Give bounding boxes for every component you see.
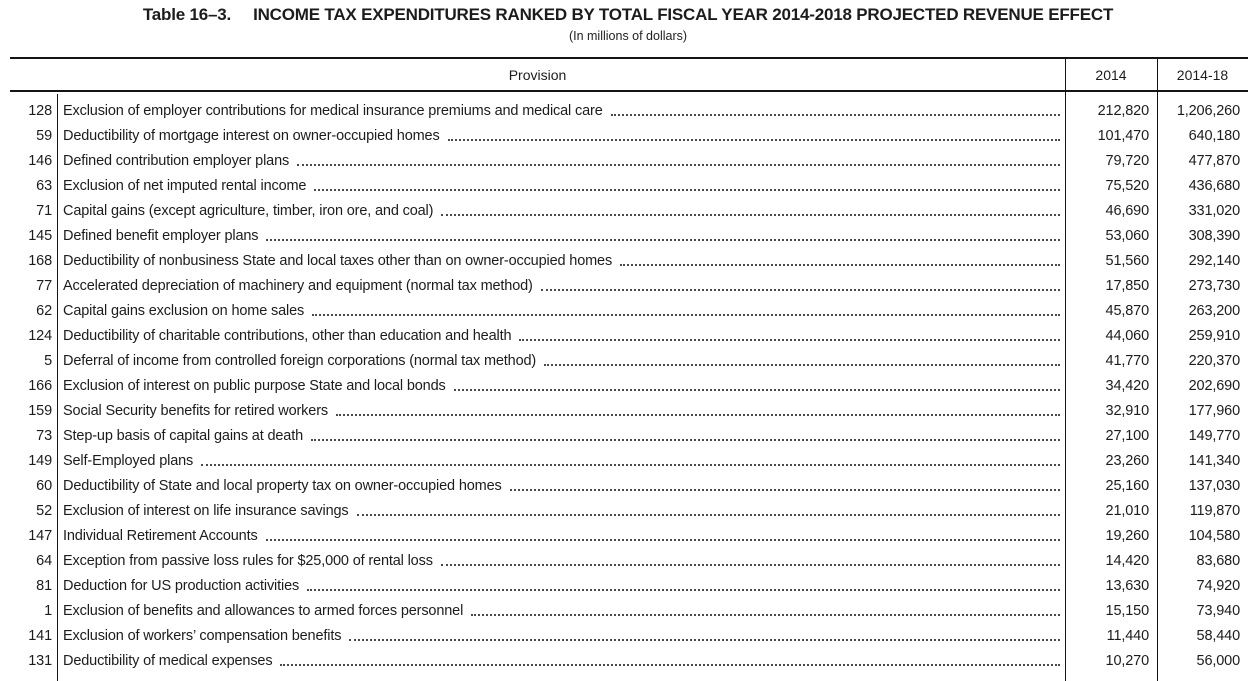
value-2014-18: 273,730 <box>1188 277 1240 294</box>
provision-text: Defined contribution employer plans <box>63 152 290 169</box>
provision-cell <box>57 528 1065 544</box>
dotted-leader <box>280 664 1060 666</box>
column-header-2014-18: 2014-18 <box>1176 66 1229 83</box>
value-2014: 32,910 <box>1105 402 1149 419</box>
value-2014-18: 436,680 <box>1188 177 1240 194</box>
provision-text: Exclusion of employer contributions for medical insurance premiums and medical care <box>63 102 603 119</box>
provision-cell <box>57 628 1065 644</box>
table-row <box>10 298 1248 323</box>
row-number: 64 <box>36 552 52 569</box>
table-row <box>10 548 1248 573</box>
provision-text: Exception from passive loss rules for $25,000 of rental loss <box>63 552 433 569</box>
value-2014: 212,820 <box>1097 102 1149 119</box>
provision-cell <box>57 178 1065 194</box>
value-2014: 17,850 <box>1105 277 1149 294</box>
value-2014-18: 1,206,260 <box>1176 102 1240 119</box>
table-header-row <box>10 59 1248 92</box>
dotted-leader <box>336 414 1060 416</box>
provision-text: Deductibility of mortgage interest on owner-occupied homes <box>63 127 440 144</box>
row-number: 63 <box>36 177 52 194</box>
row-number: 166 <box>28 377 52 394</box>
provision-cell <box>57 328 1065 344</box>
provision-cell <box>57 403 1065 419</box>
value-2014-18: 73,940 <box>1196 602 1240 619</box>
value-2014: 45,870 <box>1105 302 1149 319</box>
value-2014-18: 104,580 <box>1188 527 1240 544</box>
provision-text: Deduction for US production activities <box>63 577 300 594</box>
value-2014: 19,260 <box>1105 527 1149 544</box>
dotted-leader <box>314 189 1060 191</box>
dotted-leader <box>541 289 1060 291</box>
provision-cell <box>57 603 1065 619</box>
table-row <box>10 473 1248 498</box>
table-row <box>10 373 1248 398</box>
value-2014-18: 308,390 <box>1188 227 1240 244</box>
row-number: 71 <box>36 202 52 219</box>
provision-cell <box>57 478 1065 494</box>
value-2014: 41,770 <box>1105 352 1149 369</box>
value-2014-18: 119,870 <box>1189 502 1240 519</box>
dotted-leader <box>519 339 1060 341</box>
dotted-leader <box>312 314 1060 316</box>
dotted-leader <box>349 639 1060 641</box>
column-header-2014: 2014 <box>1095 66 1127 83</box>
dotted-leader <box>357 514 1060 516</box>
dotted-leader <box>266 239 1060 241</box>
value-2014-18: 477,870 <box>1188 152 1240 169</box>
provision-text: Self-Employed plans <box>63 452 194 469</box>
provision-cell <box>57 303 1065 319</box>
row-number: 81 <box>36 577 52 594</box>
provision-text: Accelerated depreciation of machinery and equipment (normal tax method) <box>63 277 533 294</box>
table-row <box>10 448 1248 473</box>
provision-text: Capital gains (except agriculture, timber, iron ore, and coal) <box>63 202 434 219</box>
table-row <box>10 523 1248 548</box>
page-title <box>0 5 1256 25</box>
dotted-leader <box>471 614 1060 616</box>
table-row <box>10 198 1248 223</box>
title-block <box>0 0 1256 43</box>
provision-cell <box>57 428 1065 444</box>
column-header-provision: Provision <box>508 66 567 83</box>
provision-cell <box>57 553 1065 569</box>
row-number: 145 <box>28 227 52 244</box>
table-row <box>10 623 1248 648</box>
table-row <box>10 148 1248 173</box>
dotted-leader <box>454 389 1060 391</box>
provision-cell <box>57 278 1065 294</box>
value-2014-18: 220,370 <box>1188 352 1240 369</box>
value-2014-18: 640,180 <box>1188 127 1240 144</box>
value-2014-18: 83,680 <box>1196 552 1240 569</box>
row-number: 149 <box>28 452 52 469</box>
provision-text: Deductibility of medical expenses <box>63 652 273 669</box>
value-2014-18: 331,020 <box>1188 202 1240 219</box>
row-number: 73 <box>36 427 52 444</box>
row-number: 168 <box>28 252 52 269</box>
value-2014-18: 263,200 <box>1188 302 1240 319</box>
provision-text: Social Security benefits for retired workers <box>63 402 328 419</box>
value-2014-18: 259,910 <box>1188 327 1240 344</box>
value-2014-18: 292,140 <box>1188 252 1240 269</box>
table-row <box>10 173 1248 198</box>
provision-cell <box>57 253 1065 269</box>
value-2014-18: 141,340 <box>1188 452 1240 469</box>
dotted-leader <box>441 214 1060 216</box>
row-number: 60 <box>36 477 52 494</box>
table-row <box>10 648 1248 673</box>
dotted-leader <box>307 589 1060 591</box>
value-2014: 21,010 <box>1105 502 1149 519</box>
table-row <box>10 223 1248 248</box>
provision-cell <box>57 653 1065 669</box>
value-2014-18: 202,690 <box>1188 377 1240 394</box>
provision-cell <box>57 578 1065 594</box>
provision-text: Exclusion of interest on public purpose State and local bonds <box>63 377 446 394</box>
value-2014: 46,690 <box>1105 202 1149 219</box>
row-number: 128 <box>28 102 52 119</box>
provision-text: Deductibility of State and local property tax on owner-occupied homes <box>63 477 502 494</box>
column-divider-2014-18 <box>1157 59 1158 681</box>
provision-text: Capital gains exclusion on home sales <box>63 302 305 319</box>
value-2014: 75,520 <box>1105 177 1149 194</box>
table-body <box>10 92 1248 673</box>
dotted-leader <box>510 489 1060 491</box>
value-2014: 34,420 <box>1105 377 1149 394</box>
value-2014: 51,560 <box>1105 252 1149 269</box>
income-tax-expenditures-table <box>10 57 1248 681</box>
table-row <box>10 248 1248 273</box>
dotted-leader <box>441 564 1060 566</box>
value-2014: 101,470 <box>1097 127 1149 144</box>
table-row <box>10 323 1248 348</box>
provision-cell <box>57 203 1065 219</box>
provision-text: Exclusion of benefits and allowances to armed forces personnel <box>63 602 464 619</box>
dotted-leader <box>266 539 1060 541</box>
column-divider-2014 <box>1065 59 1066 681</box>
row-number: 141 <box>28 627 52 644</box>
value-2014-18: 56,000 <box>1196 652 1240 669</box>
provision-text: Exclusion of net imputed rental income <box>63 177 307 194</box>
column-divider-row-number <box>57 94 58 681</box>
value-2014: 11,440 <box>1106 627 1149 644</box>
table-row <box>10 423 1248 448</box>
value-2014: 79,720 <box>1105 152 1149 169</box>
table-row <box>10 98 1248 123</box>
table-row <box>10 348 1248 373</box>
provision-cell <box>57 503 1065 519</box>
row-number: 1 <box>44 602 52 619</box>
dotted-leader <box>620 264 1060 266</box>
value-2014-18: 137,030 <box>1188 477 1240 494</box>
row-number: 124 <box>28 327 52 344</box>
table-row <box>10 573 1248 598</box>
value-2014: 27,100 <box>1105 427 1149 444</box>
row-number: 62 <box>36 302 52 319</box>
value-2014: 13,630 <box>1105 577 1149 594</box>
table-row <box>10 273 1248 298</box>
table-row <box>10 498 1248 523</box>
dotted-leader <box>544 364 1060 366</box>
provision-text: Deductibility of nonbusiness State and local taxes other than on owner-occupied homes <box>63 252 613 269</box>
provision-text: Step-up basis of capital gains at death <box>63 427 304 444</box>
provision-text: Deferral of income from controlled foreign corporations (normal tax method) <box>63 352 537 369</box>
row-number: 159 <box>28 402 52 419</box>
table-subtitle: (In millions of dollars) <box>568 29 688 43</box>
value-2014: 14,420 <box>1105 552 1149 569</box>
provision-text: Exclusion of workers’ compensation benefits <box>63 627 342 644</box>
provision-cell <box>57 228 1065 244</box>
value-2014-18: 74,920 <box>1196 577 1240 594</box>
row-number: 59 <box>36 127 52 144</box>
value-2014-18: 58,440 <box>1196 627 1240 644</box>
table-title-text: INCOME TAX EXPENDITURES RANKED BY TOTAL FISCAL YEAR 2014-2018 PROJECTED REVENUE EFFECT <box>253 5 1114 24</box>
value-2014: 25,160 <box>1105 477 1149 494</box>
provision-text: Individual Retirement Accounts <box>63 527 258 544</box>
row-number: 52 <box>36 502 52 519</box>
row-number: 147 <box>28 527 52 544</box>
table-row <box>10 598 1248 623</box>
provision-cell <box>57 453 1065 469</box>
table-row <box>10 398 1248 423</box>
provision-text: Defined benefit employer plans <box>63 227 259 244</box>
dotted-leader <box>311 439 1060 441</box>
table-number-label: Table 16–3. <box>142 5 232 24</box>
dotted-leader <box>448 139 1060 141</box>
row-number: 131 <box>28 652 52 669</box>
row-number: 146 <box>28 152 52 169</box>
provision-text: Exclusion of interest on life insurance savings <box>63 502 349 519</box>
value-2014: 15,150 <box>1105 602 1149 619</box>
provision-cell <box>57 378 1065 394</box>
dotted-leader <box>611 114 1060 116</box>
row-number: 5 <box>44 352 52 369</box>
row-number: 77 <box>36 277 52 294</box>
provision-cell <box>57 153 1065 169</box>
dotted-leader <box>297 164 1060 166</box>
provision-cell <box>57 128 1065 144</box>
value-2014: 23,260 <box>1105 452 1149 469</box>
value-2014: 10,270 <box>1105 652 1149 669</box>
value-2014: 53,060 <box>1105 227 1149 244</box>
value-2014-18: 149,770 <box>1188 427 1240 444</box>
dotted-leader <box>201 464 1060 466</box>
table-row <box>10 123 1248 148</box>
provision-text: Deductibility of charitable contributions, other than education and health <box>63 327 512 344</box>
provision-cell <box>57 103 1065 119</box>
value-2014: 44,060 <box>1105 327 1149 344</box>
value-2014-18: 177,960 <box>1188 402 1240 419</box>
provision-cell <box>57 353 1065 369</box>
